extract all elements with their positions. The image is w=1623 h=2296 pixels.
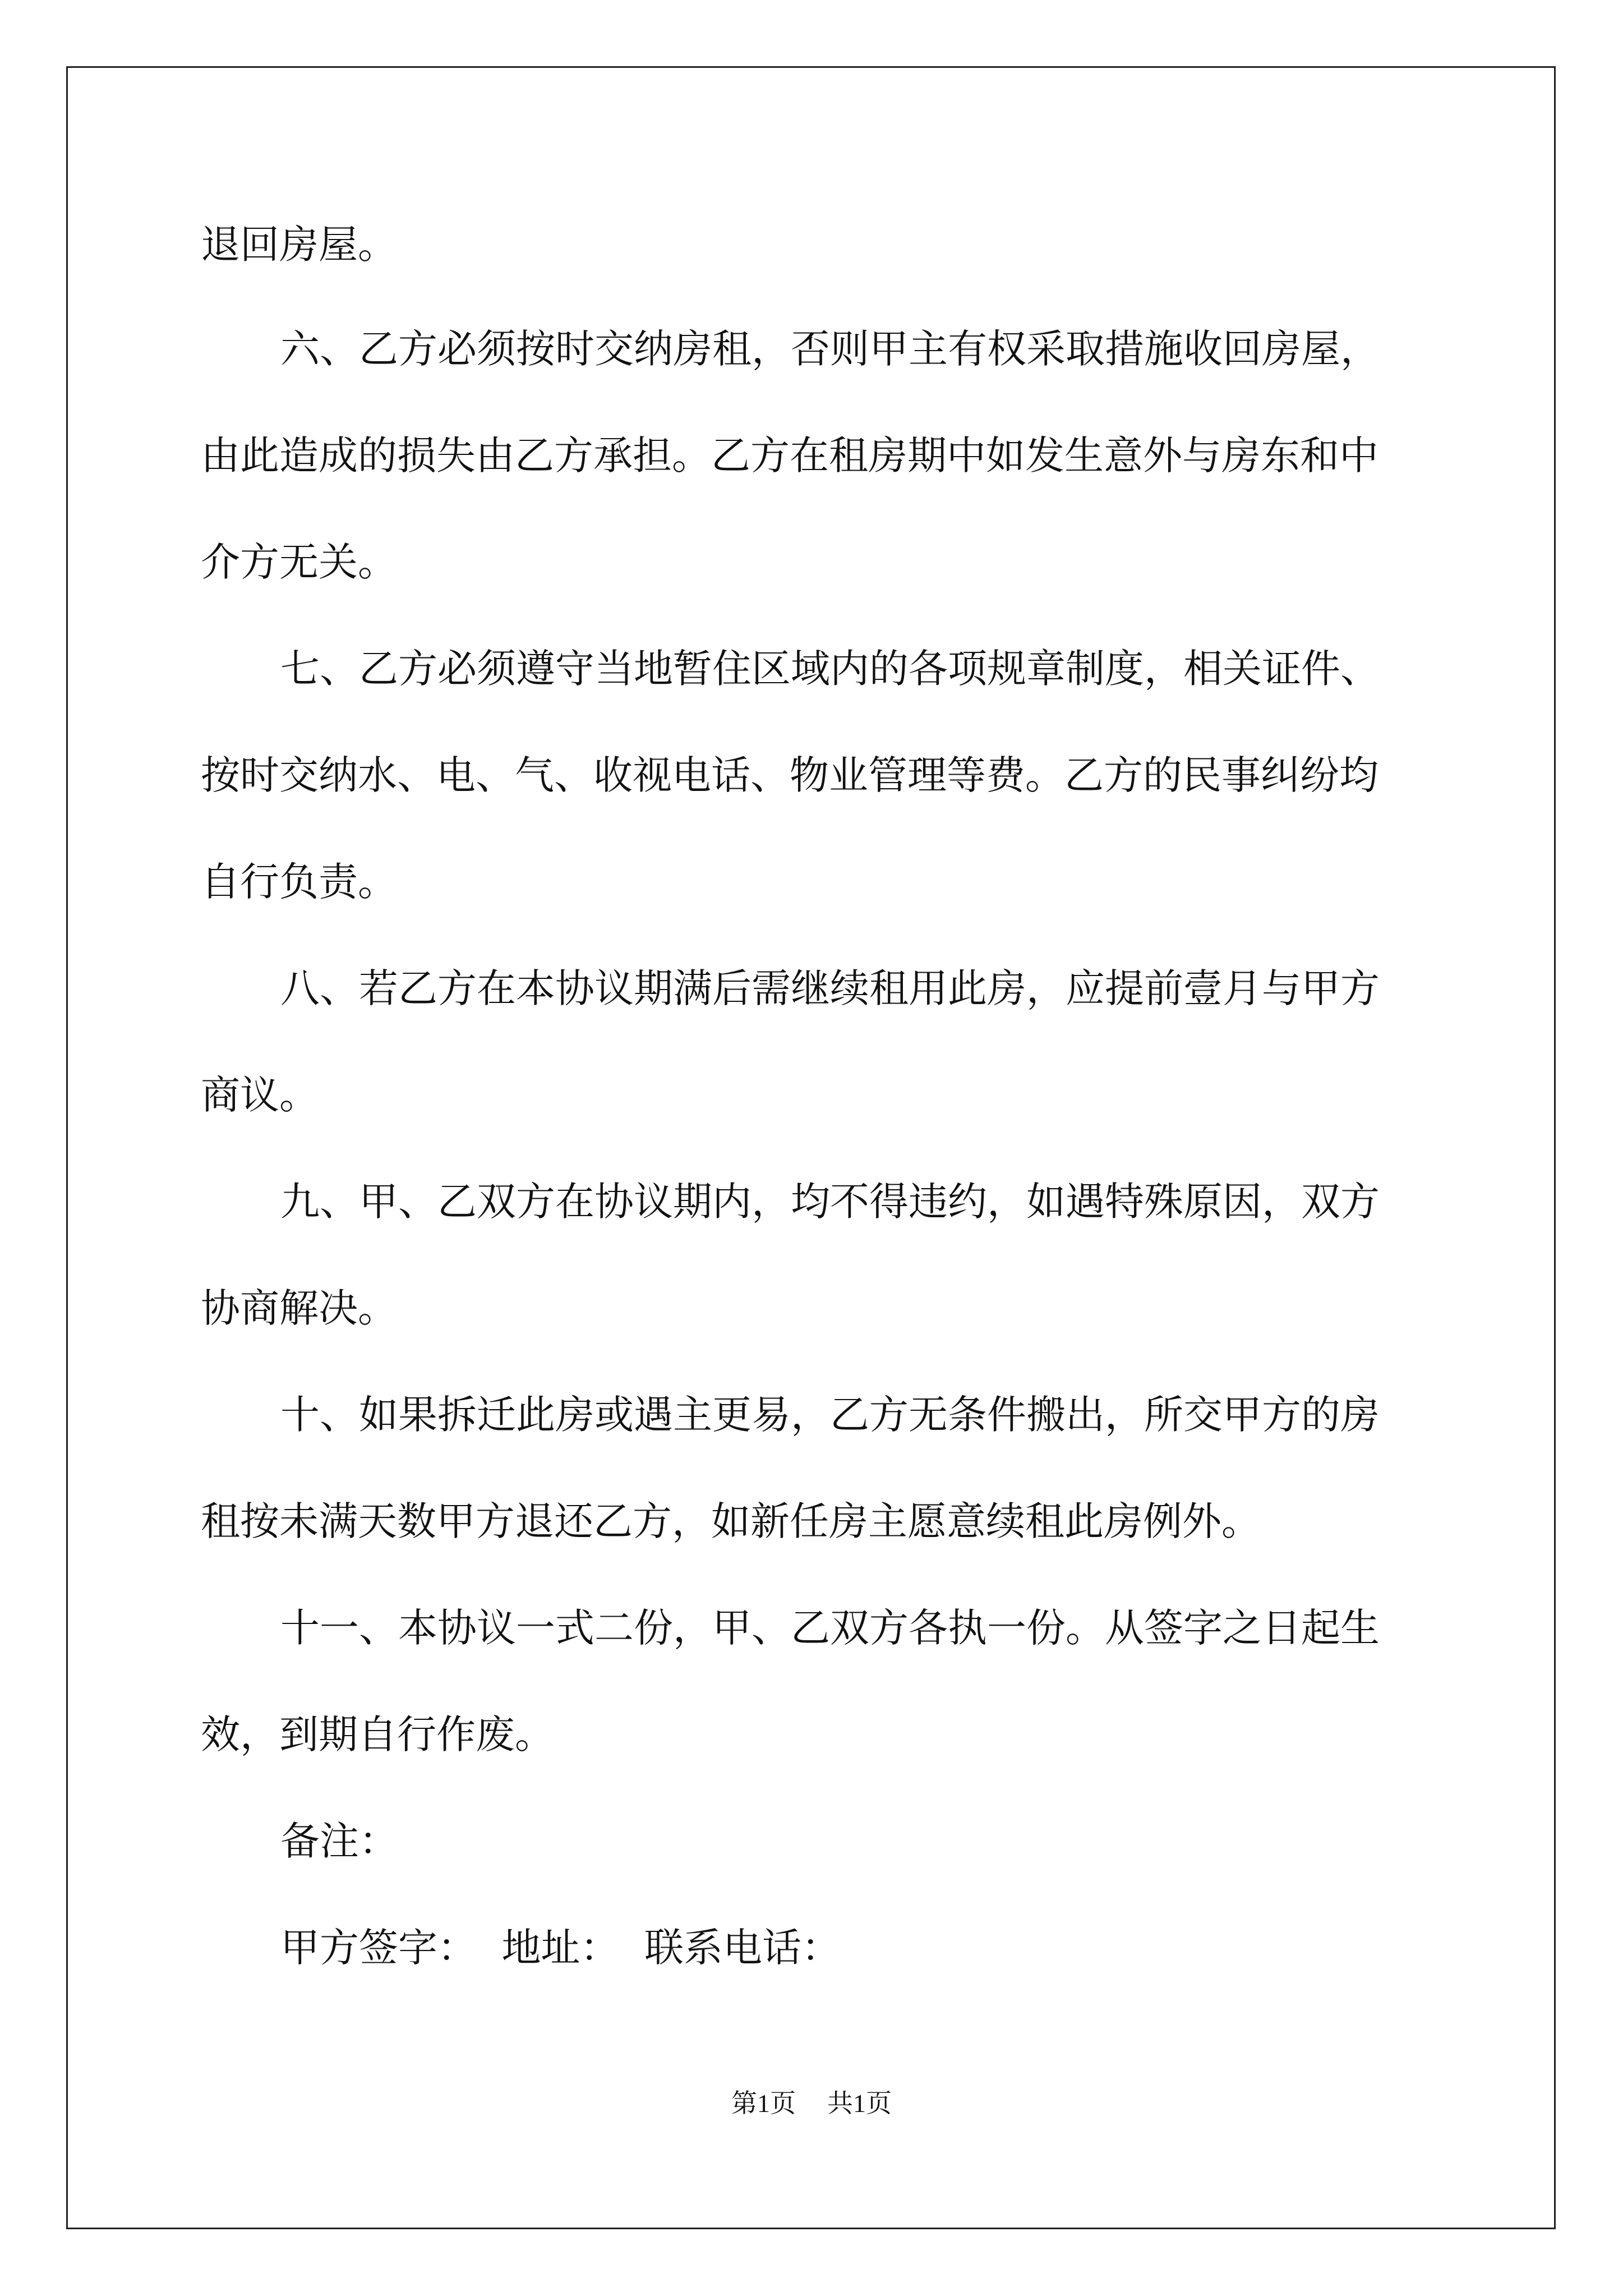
page-border	[66, 66, 1556, 2229]
page-number: 第1页	[731, 2089, 796, 2118]
clause-7-line-1: 七、乙方必须遵守当地暂住区域内的各项规章制度，相关证件、	[280, 646, 1380, 692]
clause-10-line-2: 租按未满天数甲方退还乙方，如新任房主愿意续租此房例外。	[201, 1498, 1261, 1544]
clause-7-line-3: 自行负责。	[201, 859, 397, 905]
clause-9-line-2: 协商解决。	[201, 1285, 397, 1331]
page-footer	[0, 2087, 1623, 2120]
clause-9-line-1: 九、甲、乙双方在协议期内，均不得违约，如遇特殊原因，双方	[280, 1179, 1380, 1225]
page-total: 共1页	[827, 2089, 892, 2118]
clause-11-line-2: 效，到期自行作废。	[201, 1711, 554, 1757]
clause-6-line-2: 由此造成的损失由乙方承担。乙方在租房期中如发生意外与房东和中	[201, 432, 1378, 478]
remarks-label: 备注：	[280, 1818, 398, 1864]
clause-7-line-2: 按时交纳水、电、气、收视电话、物业管理等费。乙方的民事纠纷均	[201, 752, 1378, 798]
clause-8-line-2: 商议。	[201, 1072, 319, 1118]
clause-6-line-3: 介方无关。	[201, 539, 397, 585]
clause-8-line-1: 八、若乙方在本协议期满后需继续租用此房，应提前壹月与甲方	[280, 965, 1380, 1011]
signature-line: 甲方签字： 地址： 联系电话：	[280, 1925, 841, 1971]
paragraph-continuation-line: 退回房屋。	[201, 222, 397, 268]
clause-10-line-1: 十、如果拆迁此房或遇主更易，乙方无条件搬出，所交甲方的房	[280, 1392, 1380, 1438]
clause-11-line-1: 十一、本协议一式二份，甲、乙双方各执一份。从签字之日起生	[280, 1605, 1380, 1651]
clause-6-line-1: 六、乙方必须按时交纳房租，否则甲主有权采取措施收回房屋，	[280, 326, 1380, 372]
